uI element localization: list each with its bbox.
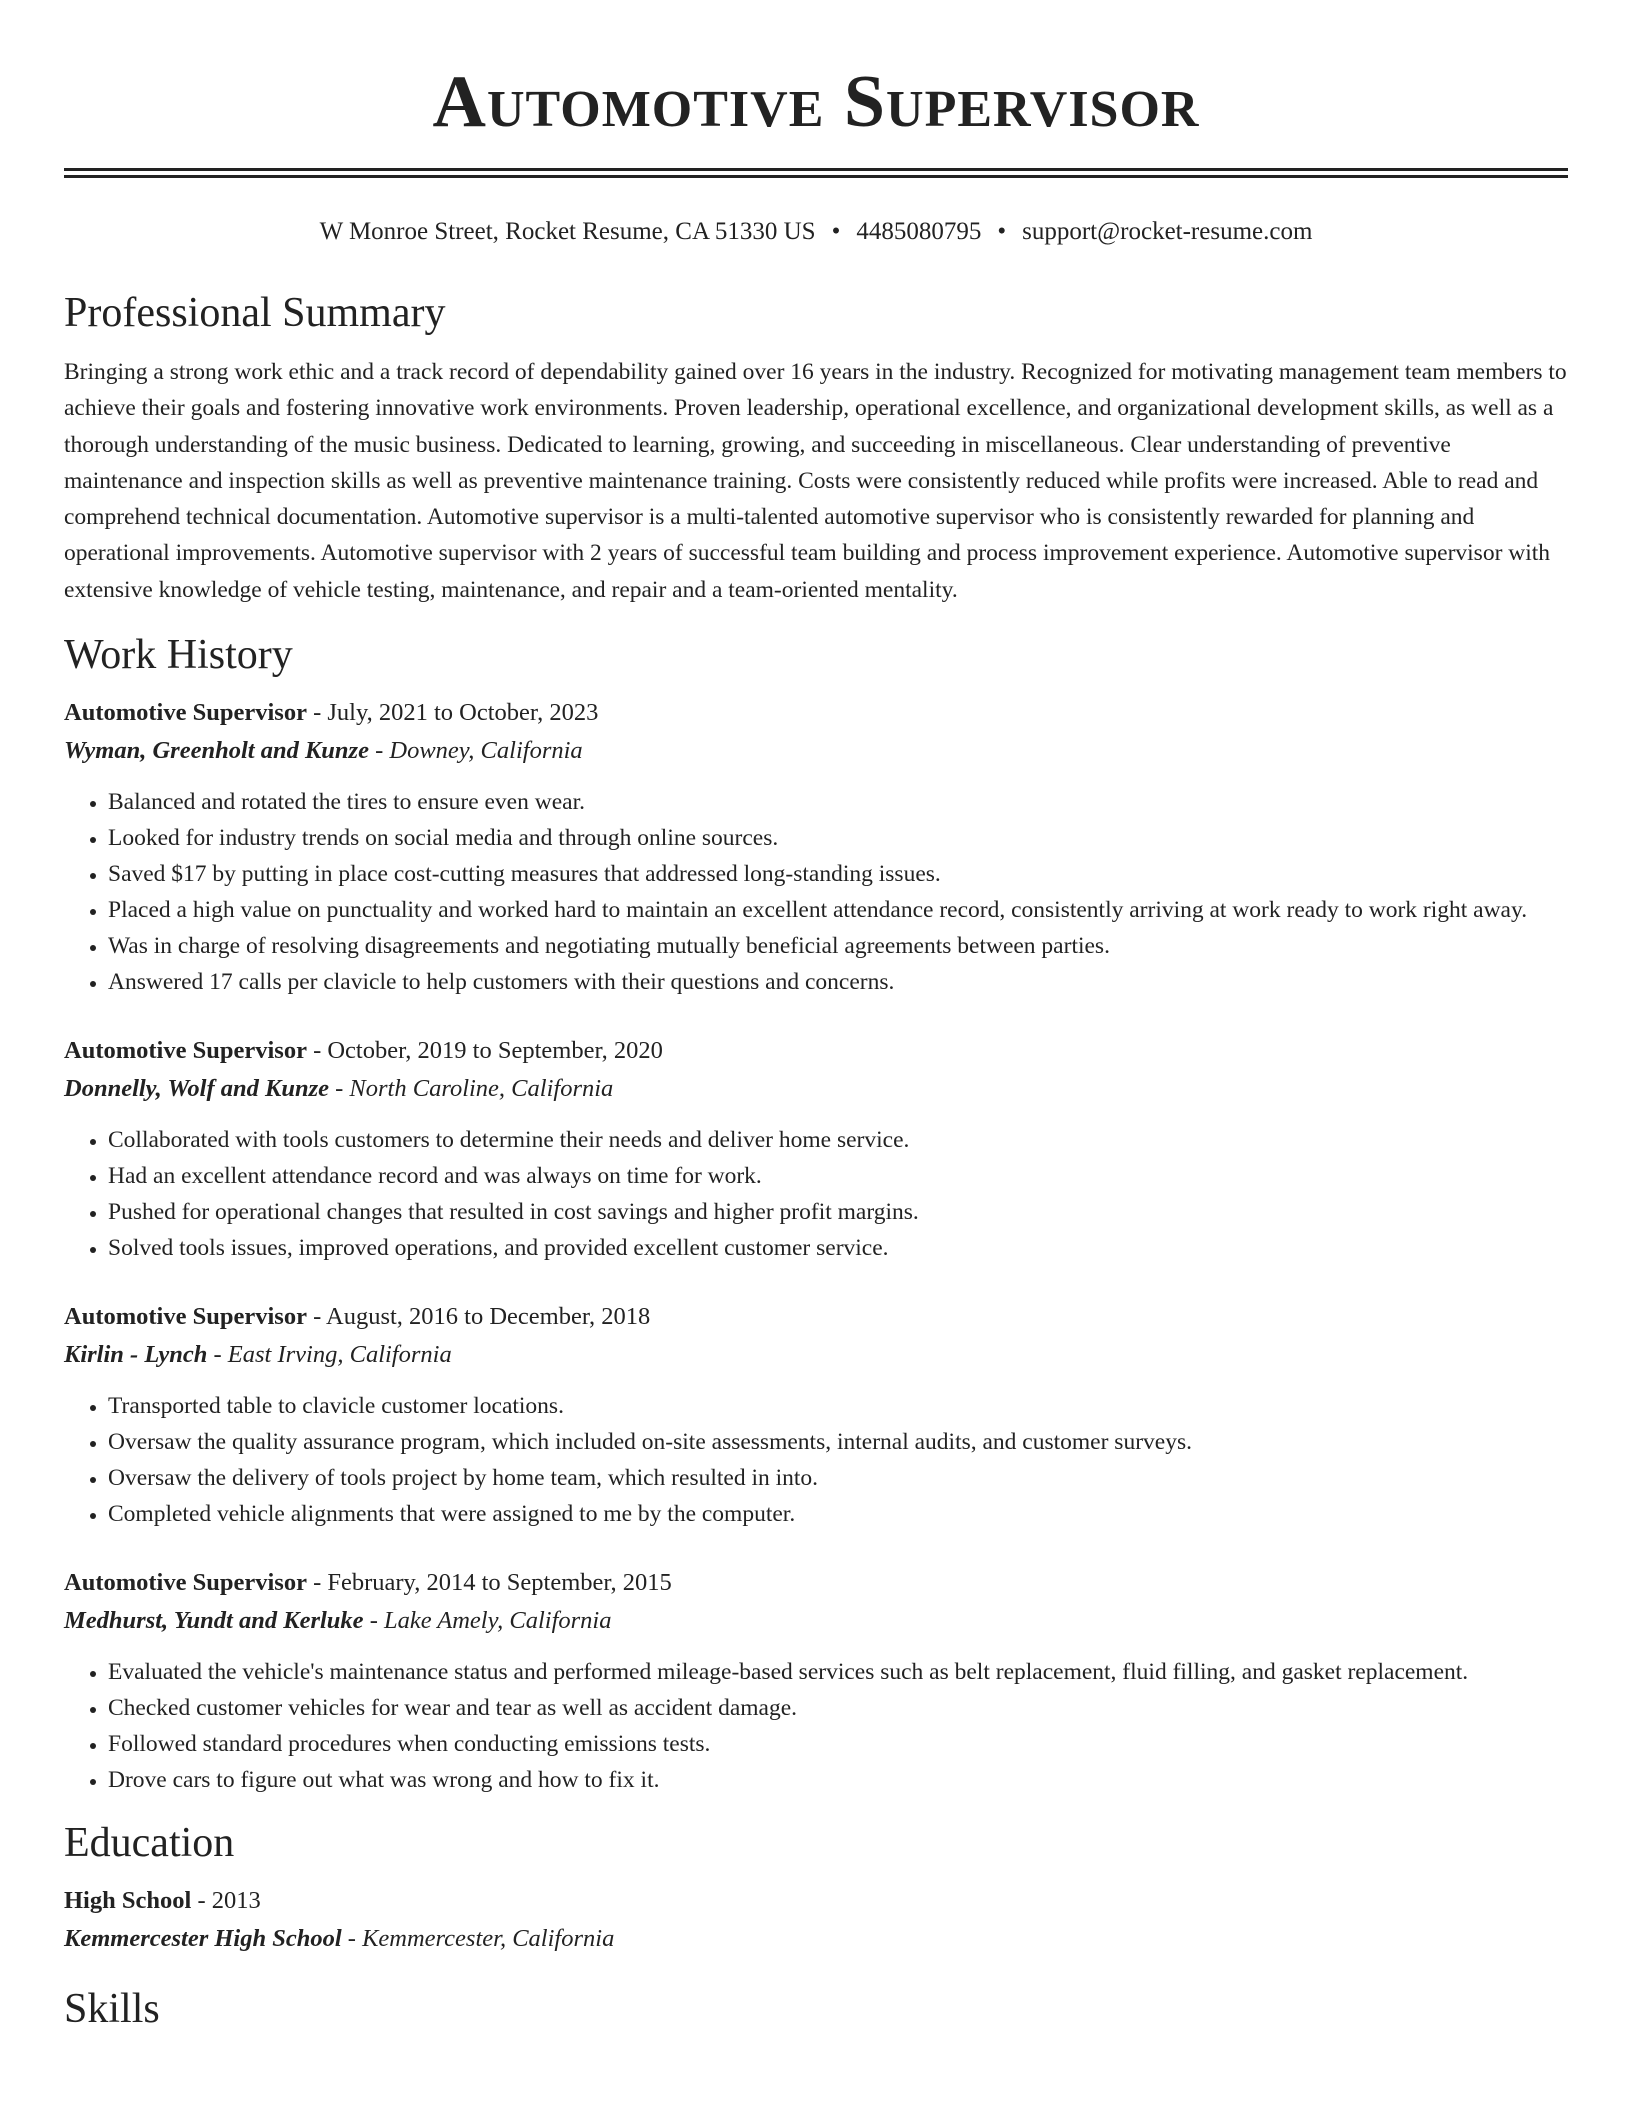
job-company-line [64, 1336, 1568, 1374]
job-location: - North Caroline, California [329, 1075, 614, 1103]
job-bullet: • Oversaw the quality assurance program, which included on-site assessments, internal audits, and customer surveys. [108, 1424, 1568, 1460]
contact-email: support@rocket-resume.com [1022, 218, 1313, 245]
contact-phone: 4485080795 [856, 218, 982, 245]
work-history-heading: Work History [64, 632, 293, 679]
education-school-line [64, 1920, 1568, 1958]
job-bullet: • Completed vehicle alignments that were assigned to me by the computer. [108, 1496, 1568, 1532]
job-role: Automotive Supervisor [64, 1569, 307, 1597]
job-bullet: • Placed a high value on punctuality and worked hard to maintain an excellent attendance record, consistently arriving at work ready to work right away. [108, 892, 1568, 928]
job-dates: - July, 2021 to October, 2023 [306, 699, 599, 727]
job-bullets [64, 784, 1568, 1000]
summary-heading: Professional Summary [64, 290, 446, 336]
job-bullet: • Checked customer vehicles for wear and tear as well as accident damage. [108, 1690, 1568, 1726]
job-location: - Lake Amely, California [363, 1607, 612, 1635]
job-role: Automotive Supervisor [64, 699, 307, 727]
job-company-line [64, 1602, 1568, 1640]
summary-text: Bringing a strong work ethic and a track record of dependability gained over 16 years in the industry. Recognized for motivating management team members to achieve their goals and fostering innovative work environments. Proven leadership, operational excellence, and organizational development skills, as well as a thorough understanding of the music business. Dedicated to learning, growing, and succeeding in miscellaneous. Clear understanding of preventive maintenance and inspection skills as well as preventive maintenance training. Costs were consistently reduced while profits were increased. Able to read and comprehend technical documentation. Automotive supervisor is a multi-talented automotive supervisor who is consistently rewarded for planning and operational improvements. Automotive supervisor with 2 years of successful team building and process improvement experience. Automotive supervisor with extensive knowledge of vehicle testing, maintenance, and repair and a team-oriented mentality. [64, 359, 1567, 603]
job-bullet: • Looked for industry trends on social media and through online sources. [108, 820, 1568, 856]
job-bullet: • Evaluated the vehicle's maintenance status and performed mileage-based services such as belt replacement, fluid filling, and gasket replacement. [108, 1654, 1568, 1690]
job-company-line [64, 1070, 1568, 1108]
resume-page [64, 0, 1568, 2034]
resume-name: Automotive Supervisor [432, 61, 1200, 143]
job-company: Medhurst, Yundt and Kerluke [64, 1607, 364, 1635]
education-school: Kemmercester High School [64, 1925, 342, 1953]
contact-separator: • [831, 218, 841, 245]
job-bullet: • Had an excellent attendance record and was always on time for work. [108, 1158, 1568, 1194]
job-location: - East Irving, California [207, 1341, 452, 1369]
education-location: - Kemmercester, California [341, 1925, 615, 1953]
header-double-rule [64, 168, 1568, 178]
job-dates: - August, 2016 to December, 2018 [306, 1303, 651, 1331]
job-company-line [64, 732, 1568, 770]
education-degree: High School [64, 1887, 192, 1915]
skills-heading: Skills [64, 1986, 160, 2033]
job-bullet: • Oversaw the delivery of tools project by home team, which resulted in into. [108, 1460, 1568, 1496]
job-bullet: • Followed standard procedures when conducting emissions tests. [108, 1726, 1568, 1762]
job-entry [64, 1298, 1568, 1532]
contact-separator: • [997, 218, 1007, 245]
job-bullet: • Pushed for operational changes that resulted in cost savings and higher profit margins. [108, 1194, 1568, 1230]
job-title-line [64, 694, 1568, 732]
education-heading: Education [64, 1820, 235, 1867]
job-bullets [64, 1122, 1568, 1266]
job-bullet: • Transported table to clavicle customer locations. [108, 1388, 1568, 1424]
job-bullets [64, 1654, 1568, 1798]
job-entry [64, 694, 1568, 1000]
job-role: Automotive Supervisor [64, 1037, 307, 1065]
job-bullet: • Solved tools issues, improved operations, and provided excellent customer service. [108, 1230, 1568, 1266]
job-bullet: • Answered 17 calls per clavicle to help customers with their questions and concerns. [108, 964, 1568, 1000]
job-location: - Downey, California [368, 737, 583, 765]
education-year: - 2013 [191, 1887, 261, 1915]
contact-address: W Monroe Street, Rocket Resume, CA 51330 US [319, 218, 816, 245]
job-bullet: • Was in charge of resolving disagreements and negotiating mutually beneficial agreements between parties. [108, 928, 1568, 964]
education-entry [64, 1882, 1568, 1958]
job-company: Wyman, Greenholt and Kunze [64, 737, 369, 765]
job-dates: - October, 2019 to September, 2020 [306, 1037, 663, 1065]
job-bullet: • Saved $17 by putting in place cost-cutting measures that addressed long-standing issues. [108, 856, 1568, 892]
job-bullets [64, 1388, 1568, 1532]
job-title-line [64, 1298, 1568, 1336]
education-degree-line [64, 1882, 1568, 1920]
job-role: Automotive Supervisor [64, 1303, 307, 1331]
job-title-line [64, 1564, 1568, 1602]
job-entry [64, 1032, 1568, 1266]
job-bullet: • Collaborated with tools customers to determine their needs and deliver home service. [108, 1122, 1568, 1158]
job-entry [64, 1564, 1568, 1798]
contact-line [64, 216, 1568, 248]
job-dates: - February, 2014 to September, 2015 [306, 1569, 672, 1597]
job-company: Donnelly, Wolf and Kunze [64, 1075, 330, 1103]
job-title-line [64, 1032, 1568, 1070]
job-company: Kirlin - Lynch [64, 1341, 208, 1369]
job-bullet: • Drove cars to figure out what was wrong and how to fix it. [108, 1762, 1568, 1798]
job-bullet: • Balanced and rotated the tires to ensure even wear. [108, 784, 1568, 820]
